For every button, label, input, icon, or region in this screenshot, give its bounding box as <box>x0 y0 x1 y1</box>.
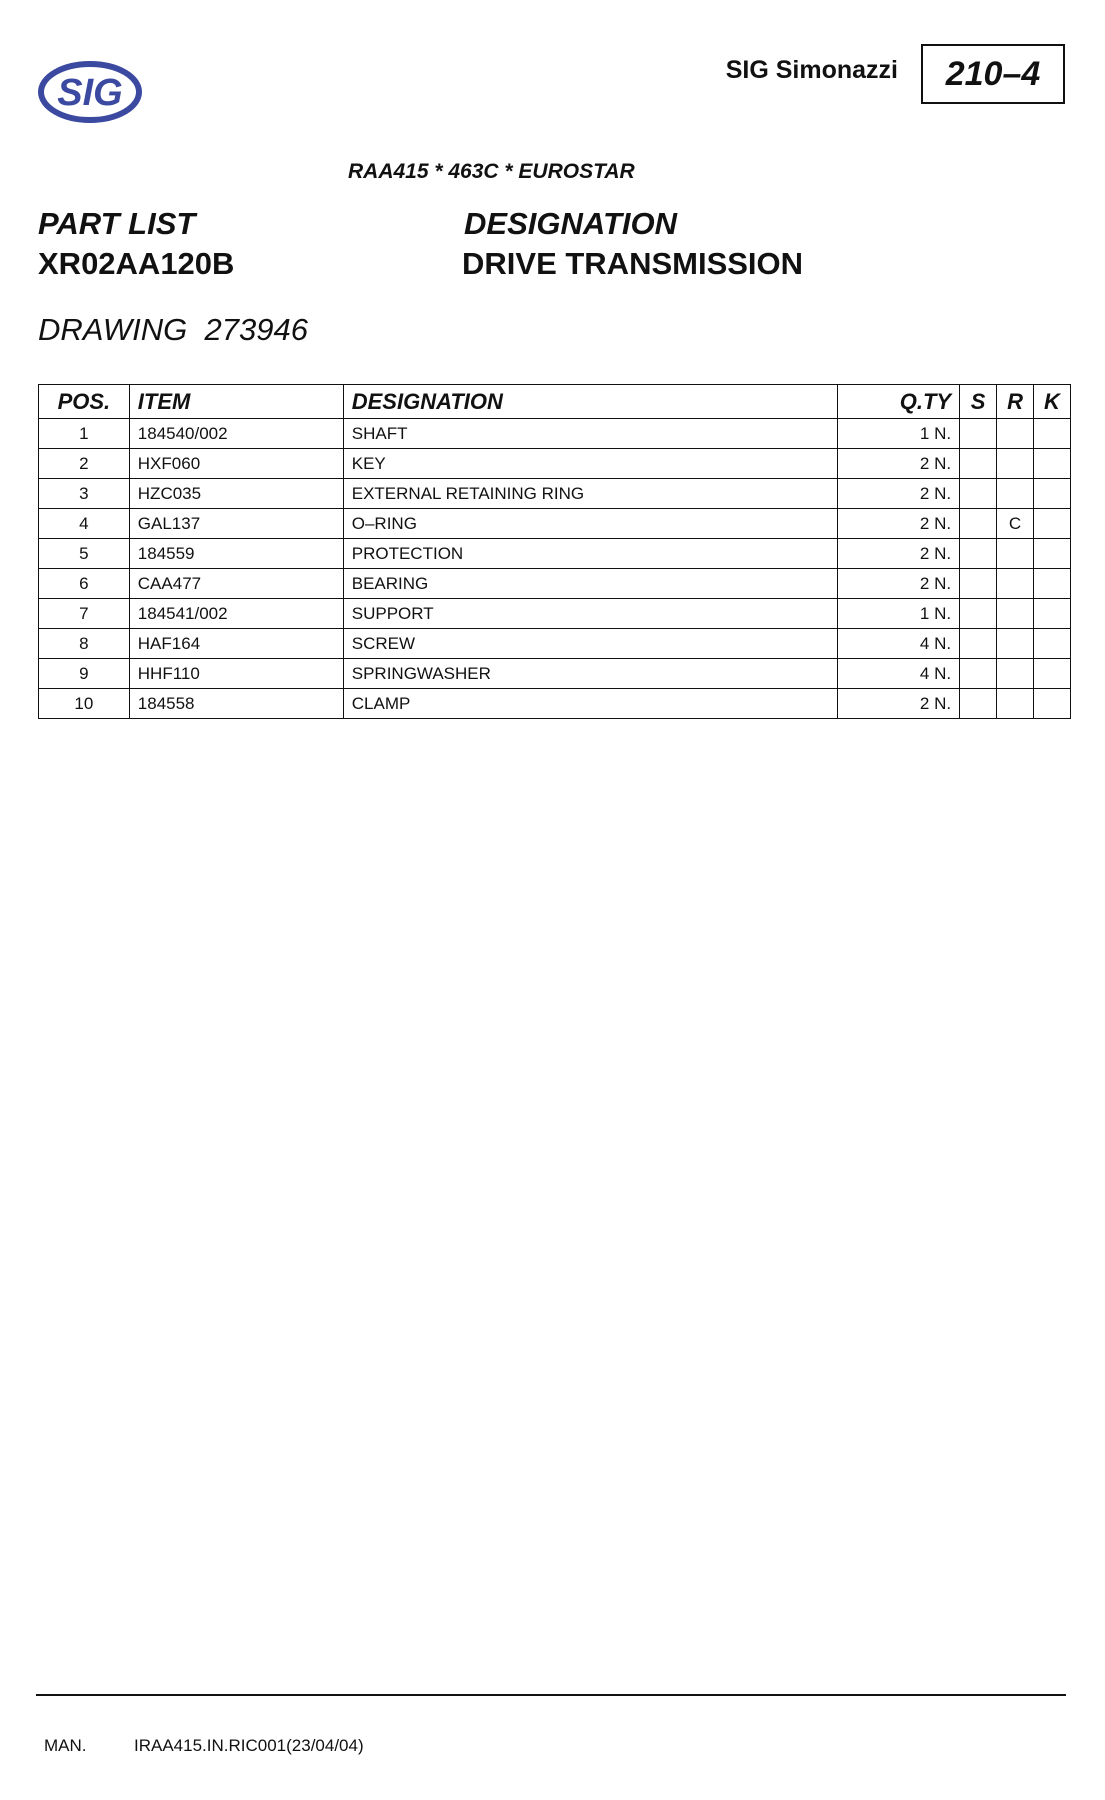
cell-r <box>997 569 1034 599</box>
cell-r <box>997 449 1034 479</box>
header-qty: Q.TY <box>837 385 959 419</box>
cell-pos: 9 <box>39 659 130 689</box>
header-k: K <box>1033 385 1070 419</box>
cell-item: HZC035 <box>129 479 343 509</box>
footer-divider <box>36 1694 1066 1696</box>
cell-designation: PROTECTION <box>343 539 837 569</box>
logo-text: SIG <box>57 72 123 114</box>
cell-designation: SUPPORT <box>343 599 837 629</box>
cell-pos: 10 <box>39 689 130 719</box>
table-row <box>39 539 1071 569</box>
cell-qty: 2 N. <box>837 569 959 599</box>
cell-pos: 8 <box>39 629 130 659</box>
cell-s <box>960 569 997 599</box>
cell-s <box>960 539 997 569</box>
cell-designation: SPRINGWASHER <box>343 659 837 689</box>
designation-value: DRIVE TRANSMISSION <box>462 246 804 281</box>
cell-designation: EXTERNAL RETAINING RING <box>343 479 837 509</box>
cell-qty: 2 N. <box>837 509 959 539</box>
cell-k <box>1033 689 1070 719</box>
cell-designation: KEY <box>343 449 837 479</box>
cell-item: CAA477 <box>129 569 343 599</box>
cell-s <box>960 479 997 509</box>
footer-man-label: MAN. <box>44 1736 87 1755</box>
cell-designation: SHAFT <box>343 419 837 449</box>
cell-item: 184559 <box>129 539 343 569</box>
cell-k <box>1033 449 1070 479</box>
cell-qty: 2 N. <box>837 479 959 509</box>
cell-k <box>1033 419 1070 449</box>
cell-qty: 2 N. <box>837 449 959 479</box>
cell-k <box>1033 599 1070 629</box>
page-number: 210–4 <box>921 44 1065 104</box>
cell-k <box>1033 569 1070 599</box>
cell-designation: BEARING <box>343 569 837 599</box>
cell-pos: 7 <box>39 599 130 629</box>
cell-qty: 2 N. <box>837 689 959 719</box>
cell-s <box>960 659 997 689</box>
part-list-code: XR02AA120B <box>38 246 235 281</box>
table-row <box>39 599 1071 629</box>
cell-item: 184540/002 <box>129 419 343 449</box>
cell-r: C <box>997 509 1034 539</box>
table-row <box>39 479 1071 509</box>
designation-label: DESIGNATION <box>464 206 677 241</box>
header-designation: DESIGNATION <box>343 385 837 419</box>
cell-designation: SCREW <box>343 629 837 659</box>
table-row <box>39 629 1071 659</box>
cell-pos: 2 <box>39 449 130 479</box>
table-row <box>39 449 1071 479</box>
cell-s <box>960 599 997 629</box>
cell-r <box>997 419 1034 449</box>
cell-qty: 1 N. <box>837 419 959 449</box>
cell-qty: 4 N. <box>837 629 959 659</box>
cell-qty: 1 N. <box>837 599 959 629</box>
parts-table <box>38 384 1071 719</box>
table-row <box>39 659 1071 689</box>
part-list-label: PART LIST <box>38 206 196 241</box>
cell-k <box>1033 509 1070 539</box>
cell-r <box>997 659 1034 689</box>
header-r: R <box>997 385 1034 419</box>
cell-s <box>960 419 997 449</box>
cell-r <box>997 539 1034 569</box>
cell-item: 184541/002 <box>129 599 343 629</box>
footer-document-code: IRAA415.IN.RIC001(23/04/04) <box>134 1736 364 1755</box>
cell-s <box>960 509 997 539</box>
sig-logo <box>38 60 142 124</box>
cell-qty: 2 N. <box>837 539 959 569</box>
cell-s <box>960 629 997 659</box>
cell-pos: 6 <box>39 569 130 599</box>
brand-name: SIG Simonazzi <box>725 56 898 84</box>
cell-k <box>1033 629 1070 659</box>
table-row <box>39 689 1071 719</box>
cell-r <box>997 689 1034 719</box>
cell-pos: 5 <box>39 539 130 569</box>
header-pos: POS. <box>39 385 130 419</box>
cell-k <box>1033 659 1070 689</box>
cell-item: HAF164 <box>129 629 343 659</box>
cell-k <box>1033 479 1070 509</box>
table-row <box>39 569 1071 599</box>
cell-qty: 4 N. <box>837 659 959 689</box>
header-item: ITEM <box>129 385 343 419</box>
model-line: RAA415 * 463C * EUROSTAR <box>348 160 635 183</box>
cell-r <box>997 599 1034 629</box>
table-row <box>39 509 1071 539</box>
table-row <box>39 419 1071 449</box>
table-header-row <box>39 385 1071 419</box>
cell-pos: 3 <box>39 479 130 509</box>
cell-s <box>960 689 997 719</box>
cell-item: GAL137 <box>129 509 343 539</box>
cell-designation: O–RING <box>343 509 837 539</box>
cell-r <box>997 479 1034 509</box>
cell-item: HXF060 <box>129 449 343 479</box>
drawing-number: DRAWING 273946 <box>38 312 308 347</box>
header-s: S <box>960 385 997 419</box>
cell-item: 184558 <box>129 689 343 719</box>
cell-r <box>997 629 1034 659</box>
cell-item: HHF110 <box>129 659 343 689</box>
cell-s <box>960 449 997 479</box>
cell-designation: CLAMP <box>343 689 837 719</box>
cell-pos: 1 <box>39 419 130 449</box>
cell-pos: 4 <box>39 509 130 539</box>
cell-k <box>1033 539 1070 569</box>
